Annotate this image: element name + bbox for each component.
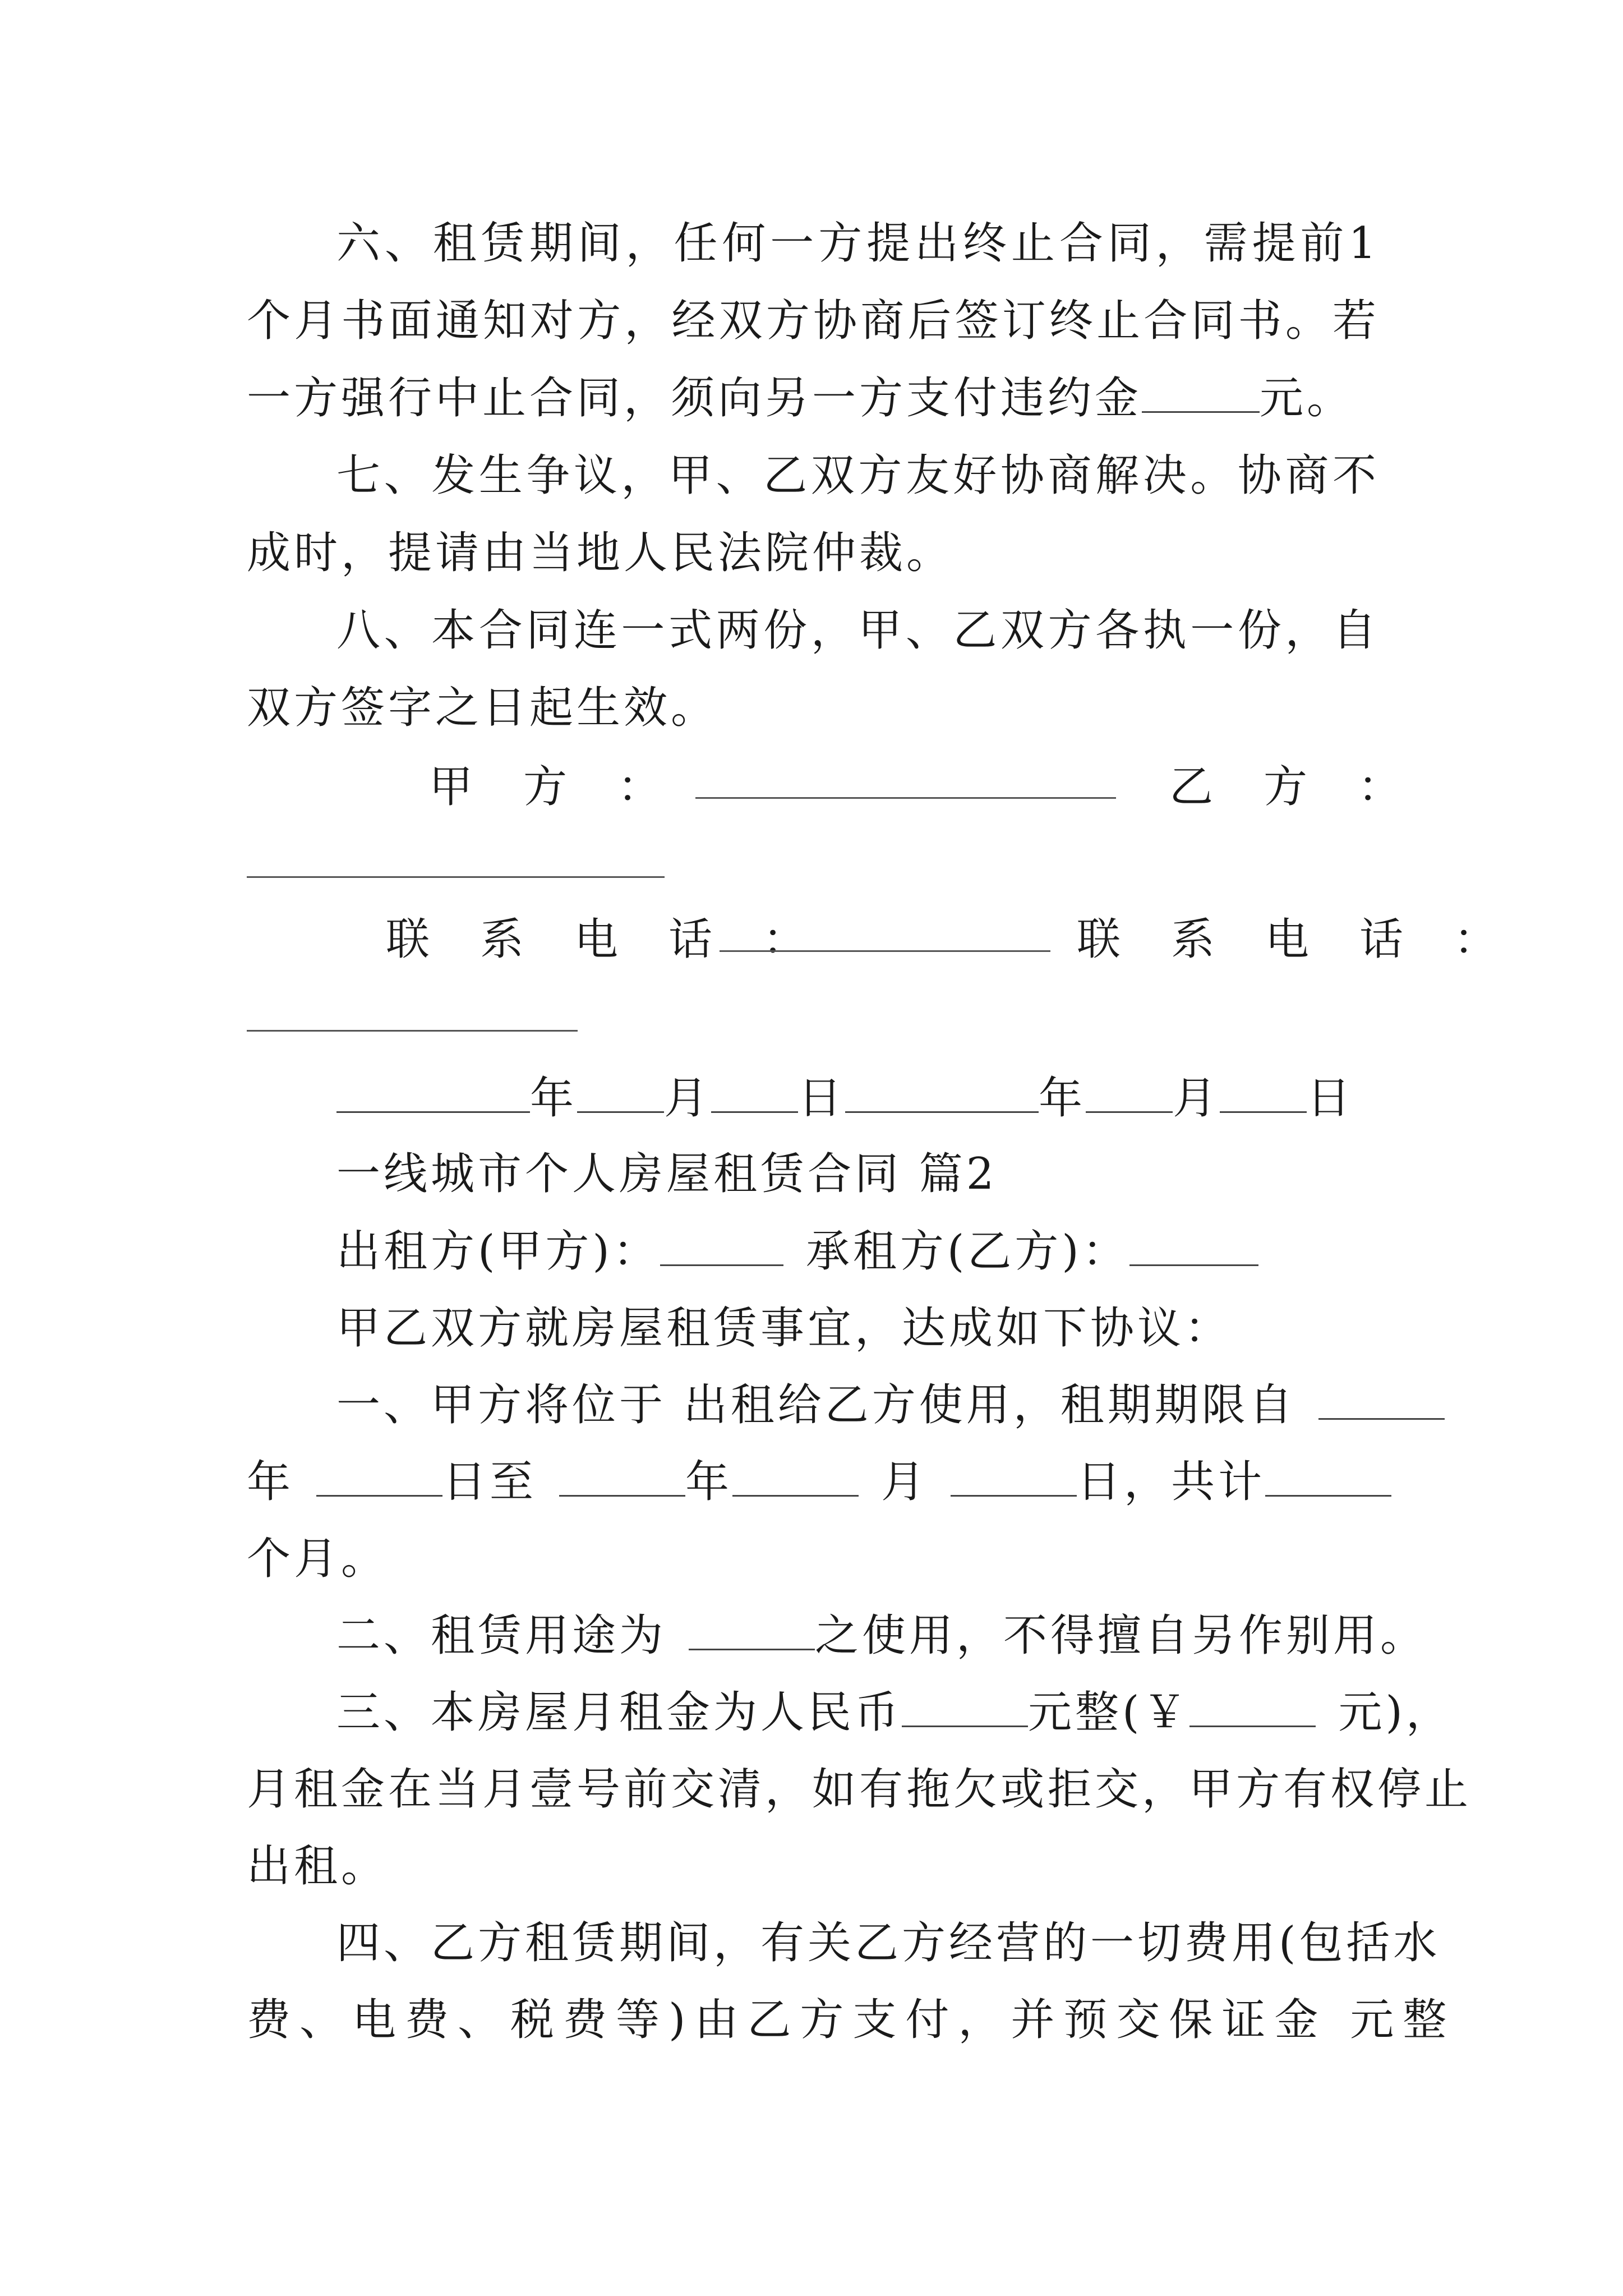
- c2-clause-3-line1: 三、本房屋月租金为人民币 元整(￥ 元)，: [336, 1687, 1453, 1738]
- date-line: 年 月 日 年 月 日: [336, 1063, 1469, 1126]
- c2-clause-4-line1: 四、乙方租赁期间，有关乙方经营的一切费用(包括水: [336, 1918, 1441, 1968]
- day-a-blank[interactable]: [711, 1074, 798, 1113]
- clause-6-end: 元。: [1260, 373, 1354, 424]
- clause-8: [247, 592, 1380, 747]
- total-months-blank[interactable]: [1265, 1458, 1391, 1497]
- year-a-blank[interactable]: [336, 1074, 530, 1113]
- c2-clause-3-line2: 月租金在当月壹号前交清，如有拖欠或拒交，甲方有权停止: [247, 1764, 1472, 1815]
- month-a-blank[interactable]: [577, 1074, 664, 1113]
- phone-b-line[interactable]: [247, 1030, 578, 1032]
- party-a-signature-line[interactable]: [695, 797, 1116, 799]
- lessor-blank[interactable]: [660, 1227, 783, 1266]
- parties-line: [336, 1216, 1469, 1279]
- party-b-label: 乙 方 ：: [1169, 762, 1405, 812]
- c2-clause-1-line2: 年 日至 年 月 日，共计: [247, 1447, 1380, 1510]
- clause-8-text: 八、本合同连一式两份，甲、乙双方各执一份，自双方签字之日起生效。: [247, 605, 1380, 733]
- lessee-label: 承租方(乙方)：: [805, 1226, 1129, 1277]
- c2-clause-3-line3: 出租。: [247, 1841, 389, 1892]
- c2-clause-4-line2: 费、电费、税费等)由乙方支付，并预交保证金 元整: [247, 1995, 1456, 2045]
- rent-figure-blank[interactable]: [1189, 1688, 1316, 1727]
- clause-7: [247, 437, 1380, 592]
- end-month-blank[interactable]: [732, 1458, 859, 1497]
- contract-2-title: 一线城市个人房屋租赁合同 篇2: [336, 1149, 998, 1199]
- year-b-blank[interactable]: [845, 1074, 1039, 1113]
- day-b-blank[interactable]: [1220, 1074, 1307, 1113]
- phone-a-label: 联 系 电 话 ：: [386, 914, 810, 965]
- party-a-label: 甲 方 ：: [429, 762, 665, 812]
- penalty-blank[interactable]: [1142, 374, 1260, 413]
- c2-clause-1-line1: 一、甲方将位于 出租给乙方使用，租期期限自: [336, 1370, 1469, 1433]
- start-year-blank[interactable]: [1318, 1381, 1445, 1420]
- clause-6: [247, 205, 1380, 437]
- lessee-blank[interactable]: [1129, 1227, 1258, 1266]
- end-day-blank[interactable]: [951, 1458, 1077, 1497]
- clause-6-text: 六、租赁期间，任何一方提出终止合同，需提前1个月书面通知对方，经双方协商后签订终止合同书。若一方强行中止合同，须向另一方支付违约金: [247, 218, 1380, 424]
- rent-amount-blank[interactable]: [902, 1688, 1028, 1727]
- c2-clause-1-line3: 个月。: [247, 1534, 389, 1584]
- month-b-blank[interactable]: [1086, 1074, 1173, 1113]
- start-day-blank[interactable]: [316, 1458, 442, 1497]
- usage-blank[interactable]: [689, 1612, 815, 1650]
- c2-clause-2: 二、租赁用途为 之使用，不得擅自另作别用。: [336, 1611, 1428, 1661]
- agreement-intro: 甲乙双方就房屋租赁事宜，达成如下协议：: [336, 1303, 1232, 1354]
- phone-b-label: 联 系 电 话 ：: [1077, 914, 1501, 965]
- party-b-signature-line[interactable]: [247, 876, 665, 878]
- clause-7-text: 七、发生争议，甲、乙双方友好协商解决。协商不成时，提请由当地人民法院仲裁。: [247, 450, 1380, 578]
- phone-a-line[interactable]: [720, 950, 1050, 952]
- end-year-blank[interactable]: [559, 1458, 685, 1497]
- lessor-label: 出租方(甲方)：: [336, 1226, 660, 1277]
